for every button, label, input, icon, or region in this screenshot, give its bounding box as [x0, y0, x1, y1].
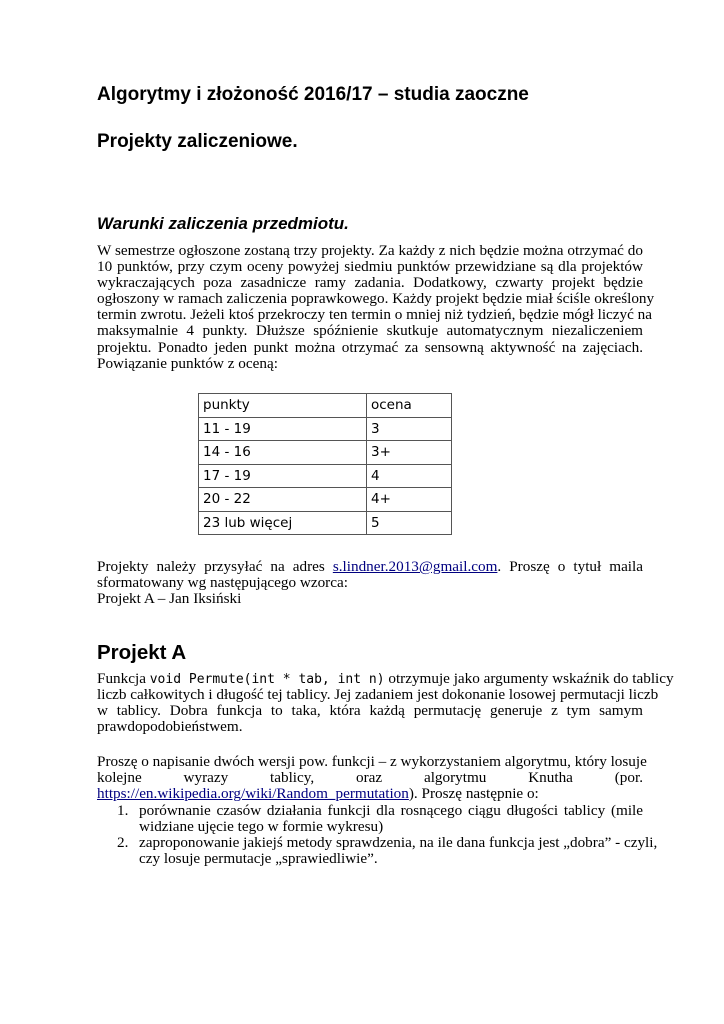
text-line: W semestrze ogłoszone zostaną trzy projekty. Za każdy z nich będzie można otrzymać do — [97, 242, 643, 259]
text-line: maksymalnie 4 punkty. Dłuższe spóźnienie skutkuje automatycznym niezaliczeniem — [97, 322, 643, 340]
text-line: prawdopodobieństwem. — [97, 718, 243, 736]
table-cell: 3 — [367, 417, 452, 441]
submission-paragraph — [97, 559, 643, 607]
text-line: liczb całkowitych i długość tej tablicy. Jej zadaniem jest dokonanie losowej permutacji liczb — [97, 686, 659, 704]
text-line: sformatowany wg następującego wzorca: — [97, 574, 348, 592]
table-row — [199, 488, 452, 512]
table-cell: 4 — [367, 464, 452, 488]
code-snippet: void Permute(int * tab, int n) — [149, 672, 385, 687]
table-cell: 11 - 19 — [199, 417, 367, 441]
text-line — [97, 670, 674, 687]
table-cell: 17 - 19 — [199, 464, 367, 488]
table-cell: 20 - 22 — [199, 488, 367, 512]
table-header-cell: punkty — [199, 394, 367, 418]
submission-text: Projekty należy przysyłać na adres — [97, 558, 325, 575]
text-line: wykraczających poza zasadnicze ramy zadania. Dodatkowy, czwarty projekt będzie — [97, 274, 643, 292]
text-line — [97, 559, 643, 575]
document-subtitle: Projekty zaliczeniowe. — [97, 131, 298, 152]
points-grade-table — [198, 393, 452, 535]
paragraph-text: ). Proszę następnie o: — [408, 785, 539, 803]
text-line: termin zwrotu. Jeżeli ktoś przekroczy ten termin o mniej niż tydzień, będzie mógł liczyć na — [97, 306, 652, 324]
list-number: 1. — [117, 802, 129, 819]
table-cell: 4+ — [367, 488, 452, 512]
table-row — [199, 417, 452, 441]
text-line: kolejne wyrazy tablicy, oraz algorytmu Knutha (por. — [97, 769, 643, 787]
table-cell: 14 - 16 — [199, 441, 367, 465]
submission-text: . Proszę o tytuł maila — [497, 558, 643, 575]
email-link[interactable]: s.lindner.2013@gmail.com — [332, 558, 498, 575]
list-item — [97, 834, 658, 868]
table-cell: 5 — [367, 511, 452, 535]
list-number: 2. — [117, 834, 129, 852]
table-header-row — [199, 394, 452, 418]
paragraph-text: otrzymuje jako argumenty wskaźnik do tablicy — [384, 670, 674, 687]
text-line — [97, 786, 643, 802]
list-item — [97, 803, 643, 835]
table-header-cell: ocena — [367, 394, 452, 418]
text-line: zaproponowanie jakiejś metody sprawdzenia, na ile dana funkcja jest „dobra” - czyli, — [139, 834, 658, 852]
wikipedia-link[interactable]: https://en.wikipedia.org/wiki/Random_permutation — [97, 785, 409, 803]
task-list — [97, 802, 658, 868]
table-row — [199, 511, 452, 535]
text-line: porównanie czasów działania funkcji dla rosnącego ciągu długości tablicy (mile — [139, 802, 643, 819]
project-a-paragraph-2 — [97, 753, 647, 803]
text-line: widziane ujęcie tego w formie wykresu) — [139, 818, 384, 836]
paragraph-text: Funkcja — [97, 670, 150, 687]
table-row — [199, 464, 452, 488]
table-row — [199, 441, 452, 465]
text-line: Projekt A – Jan Iksiński — [97, 590, 242, 608]
project-a-paragraph-1 — [97, 670, 674, 736]
table-cell: 23 lub więcej — [199, 511, 367, 535]
table-cell: 3+ — [367, 441, 452, 465]
text-line: czy losuje permutacje „sprawiedliwie”. — [139, 850, 378, 868]
text-line: projektu. Ponadto jeden punkt można otrzymać za sensowną aktywność na zajęciach. — [97, 338, 643, 356]
section-heading-project-a: Projekt A — [97, 641, 187, 664]
text-line: 10 punktów, przy czym oceny powyżej siedmiu punktów przewidziane są dla projektów — [97, 258, 643, 276]
text-line: w tablicy. Dobra funkcja to taka, która każdą permutację generuje z tym samym — [97, 702, 643, 720]
text-line: ogłoszony w ramach zaliczenia poprawkowego. Każdy projekt będzie miał ściśle określony — [97, 290, 655, 308]
section-heading-conditions: Warunki zaliczenia przedmiotu. — [97, 214, 349, 233]
document-title: Algorytmy i złożoność 2016/17 – studia zaoczne — [97, 84, 529, 105]
conditions-paragraph — [97, 242, 655, 372]
text-line: Powiązanie punktów z oceną: — [97, 354, 278, 372]
text-line: Proszę o napisanie dwóch wersji pow. funkcji – z wykorzystaniem algorytmu, który losuje — [97, 753, 647, 770]
